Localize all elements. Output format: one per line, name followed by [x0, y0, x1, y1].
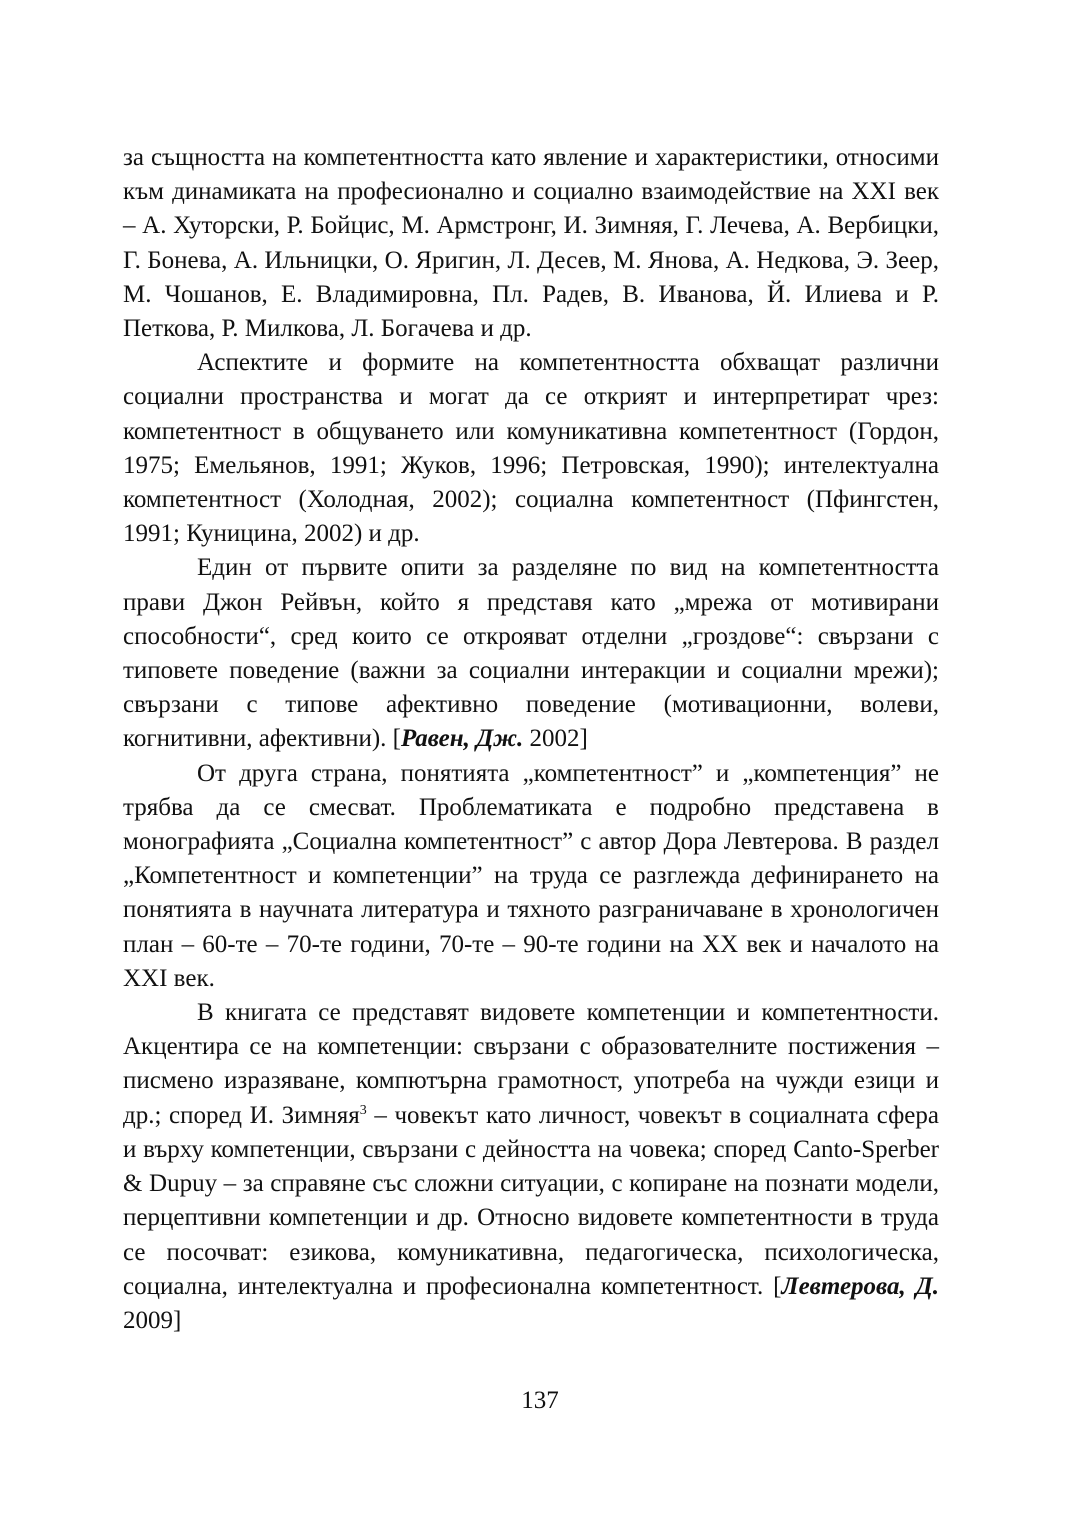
paragraph-4-text: От друга страна, понятията „компетентност” и „компетенция” не трябва да се смесват. Проблематиката е подробно представена в монографията „Социална компетентност” с автор Дора Левтерова. В раздел „Компетентност и компетенции” на труда се разглежда дефинирането на понятията в научната литература и тяхното разграничаване в хронологичен план – 60-те – 70-те години, 70-те – 90-те години на XX век и началото на XXI век.: [123, 759, 939, 992]
body-text: [123, 141, 939, 1338]
citation-year-levterova: 2009]: [123, 1306, 182, 1334]
paragraph-1: [123, 141, 939, 346]
paragraph-4: [123, 757, 939, 996]
citation-year-raven: 2002]: [523, 725, 588, 753]
page-number: 137: [521, 1387, 559, 1414]
paragraph-5-text-after-note: – човекът като личност, човекът в социалната сфера и върху компетенции, свързани с дейността на човека; според Canto-Sperber & Dupuy – за справяне със сложни ситуации, с копиране на познати модели, перцептивни компетенции и др. Относно видовете компетентности в труда се посочват: езикова, комуникативна, педагогическа, психологическа, социална, интелектуална и професионална компетентност. [: [123, 1101, 939, 1300]
citation-author-raven: Равен, Дж.: [400, 725, 524, 753]
footnote-marker: 3: [359, 1102, 367, 1118]
paragraph-5-text-before-note: В книгата се представят видовете компетенции и компетентности. Акцентира се на компетенции: свързани с образователните постижения – писмено изразяване, компютърна грамотност, употреба на чужди езици и др.; според И. Зимняя: [123, 999, 939, 1129]
paragraph-5: [123, 996, 939, 1338]
paragraph-2-text: Аспектите и формите на компетентността обхващат различни социални пространства и могат да се открият и интерпретират чрез: компетентност в общуването или комуникативна компетентност (Гордон, 1975; Емельянов, 1991; Жуков, 1996; Петровская, 1990); интелектуална компетентност (Холодная, 2002); социална компетентност (Пфингстен, 1991; Куницина, 2002) и др.: [123, 349, 939, 548]
citation-author-levterova: Левтерова, Д.: [781, 1272, 939, 1300]
paragraph-3-text: Един от първите опити за разделяне по вид на компетентността прави Джон Рейвън, който я представя като „мрежа от мотивирани способности“, сред които се открояват отделни „гроздове“: свързани с типовете поведение (важни за социални интеракции и социални мрежи); свързани с типове афективно поведение (мотивационни, волеви, когнитивни, афективни). [: [123, 554, 939, 753]
paragraph-1-text: за същността на компетентността като явление и характеристики, относими към динамиката на професионално и социално взаимодействие на XXI век – А. Хуторски, Р. Бойцис, М. Армстронг, И. Зимняя, Г. Лечева, А. Вербицки, Г. Бонева, А. Ильницки, О. Яригин, Л. Десев, М. Янова, А. Недкова, Э. Зеер, М. Чошанов, Е. Владимировна, Пл. Радев, В. Иванова, Й. Илиева и Р. Петкова, Р. Милкова, Л. Богачева и др.: [123, 144, 939, 343]
paragraph-2: [123, 346, 939, 551]
paragraph-3: [123, 551, 939, 756]
